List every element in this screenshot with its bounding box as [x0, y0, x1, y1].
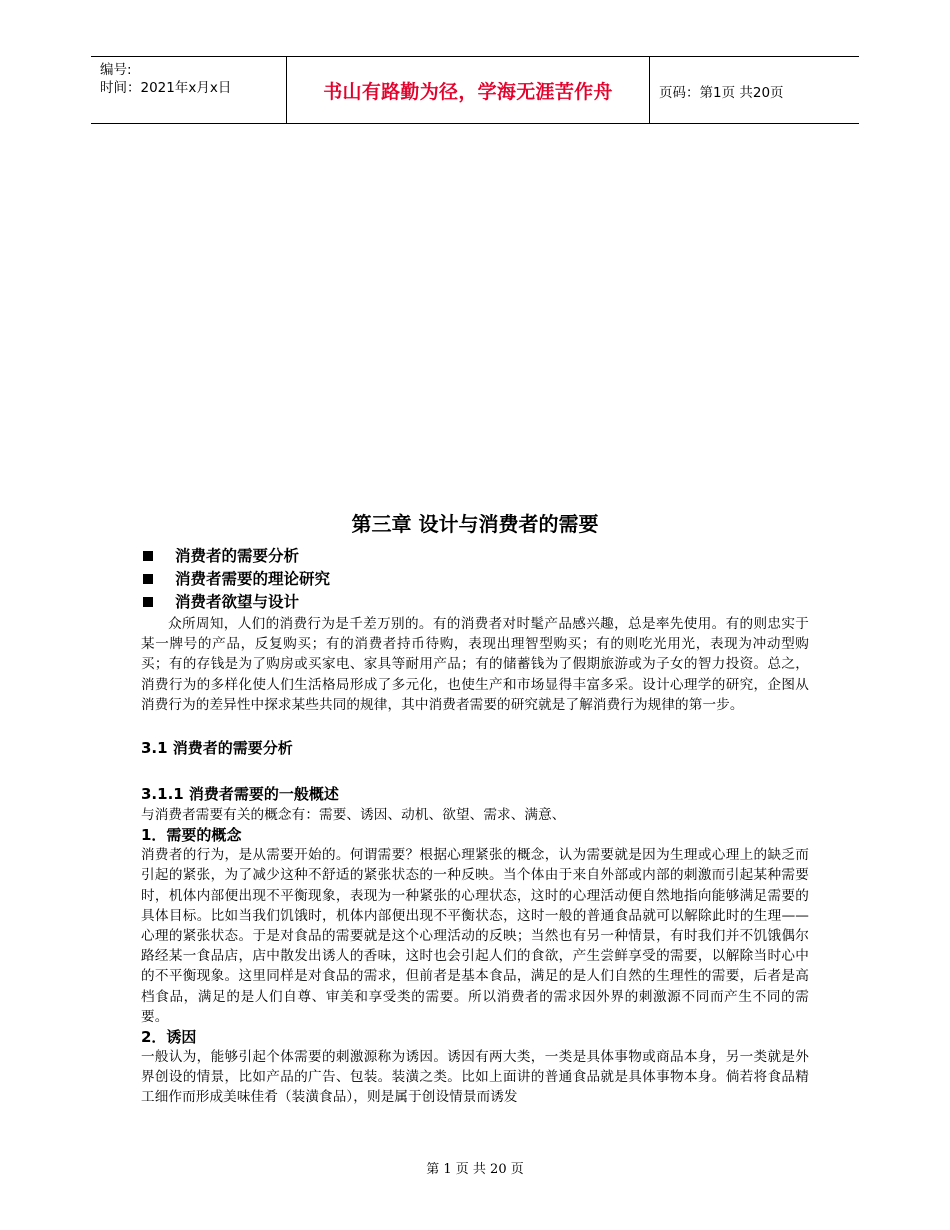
- topic-item: 消费者的需要分析: [141, 545, 809, 568]
- square-bullet-icon: [143, 574, 153, 584]
- topic-list: [141, 545, 809, 614]
- sub-heading-need: 1．需要的概念: [141, 826, 242, 845]
- document-body: [141, 508, 809, 1108]
- topic-item: 消费者需要的理论研究: [141, 568, 809, 591]
- subsection-heading: 3.1.1 消费者需要的一般概述: [141, 785, 339, 804]
- header-page-info: 页码：第1页 共20页: [659, 85, 784, 101]
- section-heading: 3.1 消费者的需要分析: [141, 739, 293, 758]
- header-left-cell: [100, 61, 231, 97]
- serial-label: 编号:: [100, 62, 132, 78]
- need-paragraph: 消费者的行为，是从需要开始的。何谓需要？根据心理紧张的概念，认为需要就是因为生理或心理上的缺乏而引起的紧张，为了减少这种不舒适的紧张状态的一种反映。当个体由于来自外部或内部的刺激而引起某种需要时，机体内部便出现不平衡现象，表现为一种紧张的心理状态，这时的心理活动便自然地指向能够满足需要的具体目标。比如当我们饥饿时，机体内部便出现不平衡状态，这时一般的普通食品就可以解除此时的生理——心理的紧张状态。于是对食品的需要就是这个心理活动的反映；当然也有另一种情景，有时我们并不饥饿偶尔路经某一食品店，店中散发出诱人的香味，这时也会引起人们的食欲，产生尝鲜享受的需要，以解除当时心中的不平衡现象。这里同样是对食品的需求，但前者是基本食品，满足的是人们自然的生理性的需要，后者是高档食品，满足的是人们自尊、审美和享受类的需要。所以消费者的需求因外界的刺激源不同而产生不同的需要。: [141, 847, 809, 1025]
- header-motto: 书山有路勤为径，学海无涯苦作舟: [323, 81, 613, 103]
- incentive-paragraph: 一般认为，能够引起个体需要的刺激源称为诱因。诱因有两大类，一类是具体事物或商品本身，另一类就是外界创设的情景，比如产品的广告、包装。装潢之类。比如上面讲的普通食品就是具体事物本身。倘若将食品精工细作而形成美味佳肴（装潢食品），则是属于创设情景而诱发: [141, 1049, 809, 1106]
- topic-item: 消费者欲望与设计: [141, 591, 809, 614]
- header-table: [91, 56, 859, 124]
- concepts-line: 与消费者需要有关的概念有：需要、诱因、动机、欲望、需求、满意、: [141, 807, 566, 824]
- page-footer: 第 1 页 共 20 页: [426, 1162, 524, 1177]
- chapter-title: 第三章 设计与消费者的需要: [351, 512, 599, 536]
- time-label: 时间：2021年x月x日: [100, 80, 232, 96]
- sub-heading-incentive: 2．诱因: [141, 1028, 197, 1047]
- square-bullet-icon: [143, 551, 153, 561]
- header-divider: [649, 57, 650, 123]
- square-bullet-icon: [143, 597, 153, 607]
- intro-paragraph: 众所周知，人们的消费行为是千差万别的。有的消费者对时髦产品感兴趣，总是率先使用。有的则忠实于某一牌号的产品，反复购买；有的消费者持币待购，表现出理智型购买；有的则吃光用光，表现为冲动型购买；有的存钱是为了购房或买家电、家具等耐用产品；有的储蓄钱为了假期旅游或为子女的智力投资。总之，消费行为的多样化使人们生活格局形成了多元化，也使生产和市场显得丰富多采。设计心理学的研究，企图从消费行为的差异性中探求某些共同的规律，其中消费者需要的研究就是了解消费行为规律的第一步。: [141, 616, 809, 713]
